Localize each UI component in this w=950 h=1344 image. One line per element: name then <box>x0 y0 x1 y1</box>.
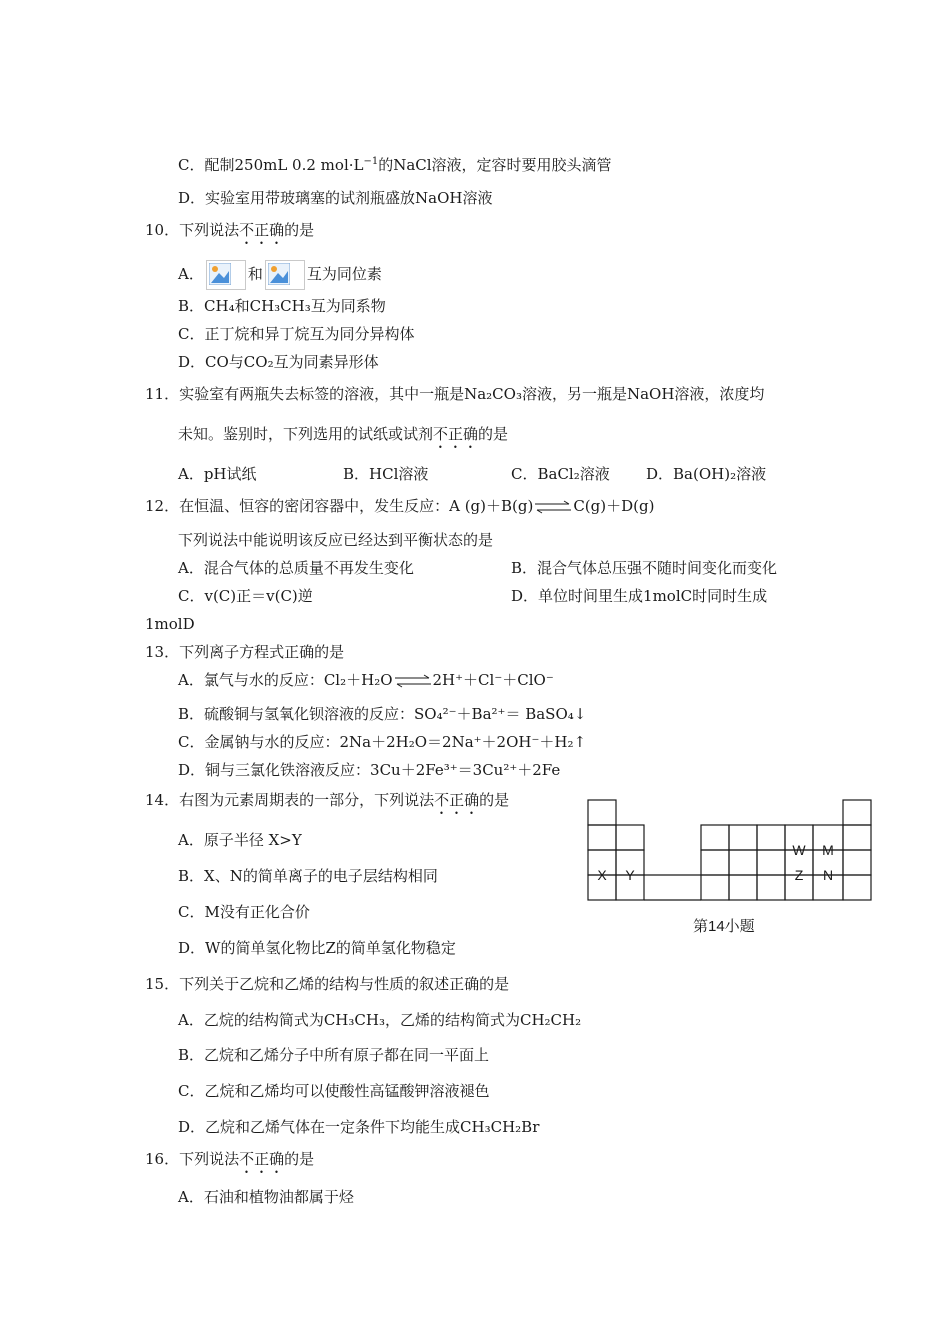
q15-option-a: A．乙烷的结构简式为CH₃CH₃，乙烯的结构简式为CH₂CH₂ <box>178 1011 582 1029</box>
element-label-n: N <box>822 867 834 883</box>
q9-option-c: C．配制250mL 0.2 $mol\cdot L^{-1}$的NaCl溶液，定容时要用胶头滴管 <box>178 156 612 174</box>
q14-option-d: D．W的简单氢化物比Z的简单氢化物稳定 <box>178 939 456 957</box>
q12-option-c: C．v(C)正＝v(C)逆 <box>178 587 313 605</box>
q15-option-c: C．乙烷和乙烯均可以使酸性高锰酸钾溶液褪色 <box>178 1082 490 1100</box>
q10-option-d: D．CO与CO₂互为同素异形体 <box>178 353 379 371</box>
q10-option-c: C．正丁烷和异丁烷互为同分异构体 <box>178 325 415 343</box>
q14-option-a: A．原子半径 X>Y <box>178 831 302 849</box>
q14-stem: 14．右图为元素周期表的一部分，下列说法不正确的是 <box>145 791 510 809</box>
isotope-image-2 <box>265 260 305 290</box>
q12-option-a: A．混合气体的总质量不再发生变化 <box>178 559 414 577</box>
element-label-x: X <box>597 867 607 883</box>
q12-stem-line1: 12．在恒温、恒容的密闭容器中，发生反应：A (g)＋B(g) C(g)＋D(g) <box>145 497 655 515</box>
q16-option-a: A．石油和植物油都属于烃 <box>178 1188 354 1206</box>
q12-option-d-wrap: 1molD <box>145 615 195 633</box>
element-label-w: W <box>792 842 806 858</box>
q10-stem: 10．下列说法不正确的是 <box>145 221 315 239</box>
q12-stem-line2: 下列说法中能说明该反应已经达到平衡状态的是 <box>178 531 494 549</box>
element-label-m: M <box>822 842 834 858</box>
q13-option-b: B．硫酸铜与氢氧化钡溶液的反应：SO₄²⁻＋Ba²⁺＝ BaSO₄↓ <box>178 705 587 723</box>
q13-option-d: D．铜与三氯化铁溶液反应：3Cu＋2Fe³⁺＝3Cu²⁺＋2Fe <box>178 761 561 779</box>
q11-option-a: A．pH试纸 <box>178 465 257 483</box>
q11-stem-line2: 未知。鉴别时，下列选用的试纸或试剂不正确的是 <box>178 425 509 443</box>
q11-option-d: D．Ba(OH)₂溶液 <box>646 465 767 483</box>
q14-option-c: C．M没有正化合价 <box>178 903 310 921</box>
q13-stem: 13．下列离子方程式正确的是 <box>145 643 345 661</box>
figure-caption: 第14小题 <box>693 918 755 935</box>
element-label-y: Y <box>625 867 635 883</box>
equilibrium-arrow-icon-2 <box>393 674 433 688</box>
q15-option-b: B．乙烷和乙烯分子中所有原子都在同一平面上 <box>178 1046 490 1064</box>
equilibrium-arrow-icon <box>533 500 573 514</box>
q11-stem-line1: 11．实验室有两瓶失去标签的溶液，其中一瓶是Na₂CO₃溶液，另一瓶是NaOH溶液，浓度均 <box>145 385 765 403</box>
q14-option-b: B．X、N的简单离子的电子层结构相同 <box>178 867 438 885</box>
q12-option-b: B．混合气体总压强不随时间变化而变化 <box>511 559 778 577</box>
element-label-z: Z <box>794 867 804 883</box>
q10-option-b: B．CH₄和CH₃CH₃互为同系物 <box>178 297 386 315</box>
q16-stem: 16．下列说法不正确的是 <box>145 1150 315 1168</box>
q11-option-c: C．BaCl₂溶液 <box>511 465 610 483</box>
q15-stem: 15．下列关于乙烷和乙烯的结构与性质的叙述正确的是 <box>145 975 510 993</box>
q9-option-d: D．实验室用带玻璃塞的试剂瓶盛放NaOH溶液 <box>178 189 493 207</box>
q11-option-b: B．HCl溶液 <box>343 465 429 483</box>
q10-emphasis: 不正确 <box>239 221 285 239</box>
q12-option-d: D．单位时间里生成1molC时同时生成 <box>511 587 768 605</box>
q13-option-a: A．氯气与水的反应：Cl₂＋H₂O 2H⁺＋Cl⁻＋ClO⁻ <box>178 671 554 689</box>
q10-option-a: A． 和 互为同位素 <box>178 260 382 290</box>
q15-option-d: D．乙烷和乙烯气体在一定条件下均能生成CH₃CH₂Br <box>178 1118 540 1136</box>
q13-option-c: C．金属钠与水的反应：2Na＋2H₂O＝2Na⁺＋2OH⁻＋H₂↑ <box>178 733 587 751</box>
isotope-image-1 <box>206 260 246 290</box>
